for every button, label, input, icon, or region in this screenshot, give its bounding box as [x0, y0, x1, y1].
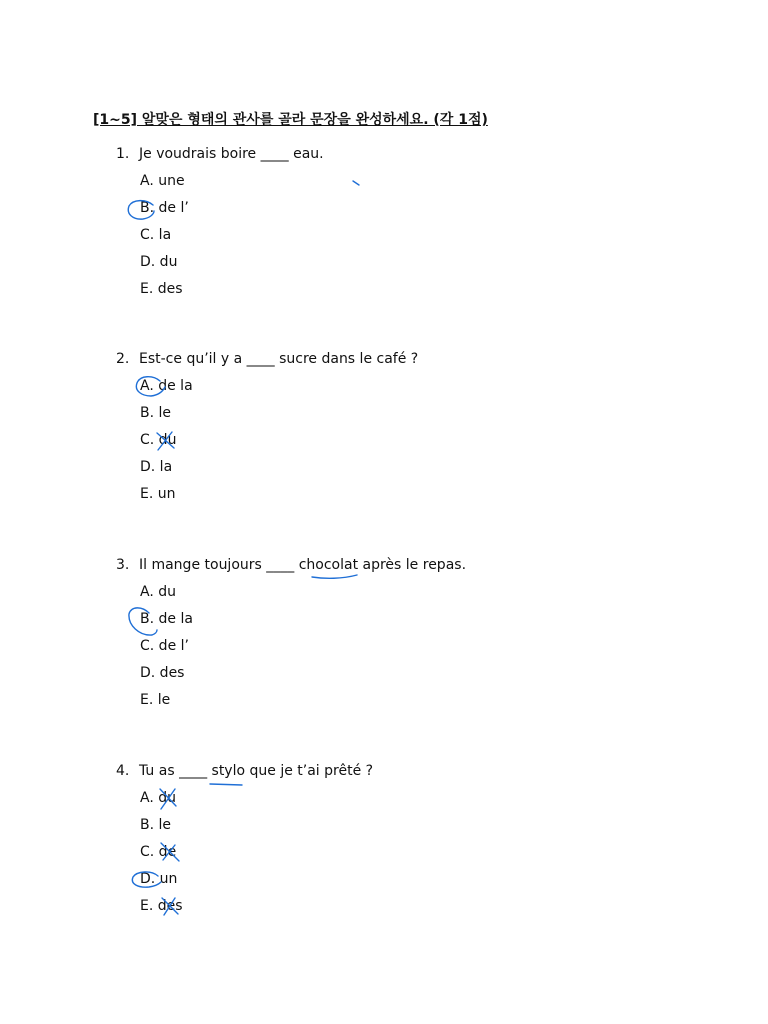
question-4 — [116, 762, 736, 924]
question-number: 1. — [116, 146, 130, 162]
option-a[interactable]: A. du — [140, 584, 176, 600]
option-d[interactable]: D. un — [140, 871, 178, 887]
option-e[interactable]: E. un — [140, 486, 176, 502]
question-text: Je voudrais boire ____ eau. — [139, 146, 324, 162]
option-b[interactable]: B. le — [140, 817, 172, 833]
instruction-heading: [1~5] 알맞은 형태의 관사를 골라 문장을 완성하세요. (각 1점) — [93, 112, 488, 128]
option-a[interactable]: A. de la — [140, 378, 193, 394]
question-3 — [116, 556, 736, 718]
option-a[interactable]: A. une — [140, 173, 185, 189]
option-a[interactable]: A. du — [140, 790, 176, 806]
option-d[interactable]: D. des — [140, 665, 185, 681]
question-1 — [116, 145, 736, 307]
question-4-prompt — [116, 762, 736, 780]
question-text: Tu as ____ stylo que je t’ai prêté ? — [139, 763, 374, 779]
option-b[interactable]: B. le — [140, 405, 172, 421]
option-list — [116, 789, 736, 924]
option-e[interactable]: E. le — [140, 692, 171, 708]
option-e[interactable]: E. des — [140, 898, 183, 914]
question-2-prompt — [116, 350, 736, 368]
option-list — [116, 583, 736, 718]
option-e[interactable]: E. des — [140, 281, 183, 297]
question-2 — [116, 350, 736, 512]
option-list — [116, 172, 736, 307]
option-list — [116, 377, 736, 512]
option-d[interactable]: D. du — [140, 254, 178, 270]
question-text: Il mange toujours ____ chocolat après le repas. — [139, 557, 467, 573]
option-c[interactable]: C. du — [140, 432, 177, 448]
option-b[interactable]: B. de la — [140, 611, 193, 627]
option-b[interactable]: B. de l’ — [140, 200, 189, 216]
option-c[interactable]: C. la — [140, 227, 172, 243]
option-c[interactable]: C. de — [140, 844, 177, 860]
option-c[interactable]: C. de l’ — [140, 638, 189, 654]
question-number: 4. — [116, 763, 130, 779]
question-3-prompt — [116, 556, 736, 574]
question-text: Est-ce qu’il y a ____ sucre dans le café ? — [139, 351, 419, 367]
question-number: 3. — [116, 557, 130, 573]
question-1-prompt — [116, 145, 736, 163]
question-number: 2. — [116, 351, 130, 367]
option-d[interactable]: D. la — [140, 459, 173, 475]
